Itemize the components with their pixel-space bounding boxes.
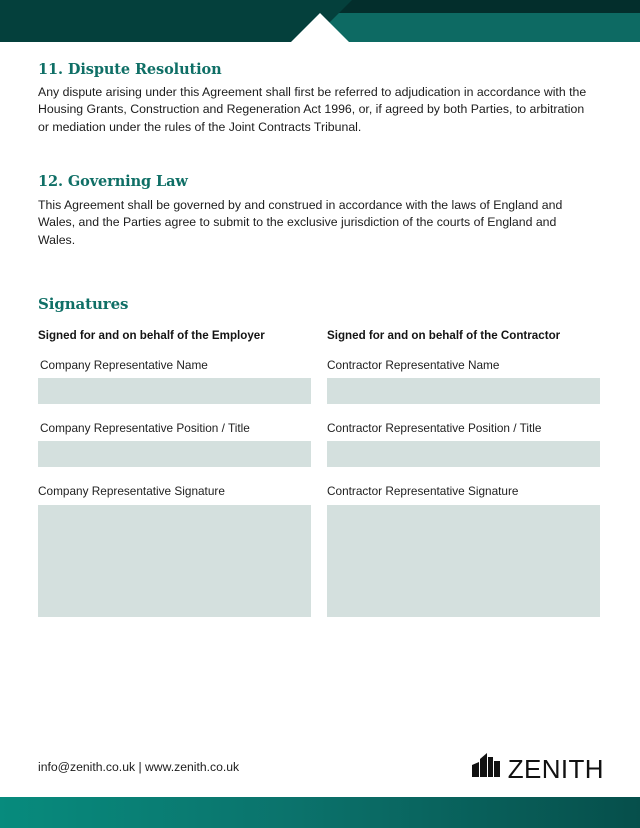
employer-name-input[interactable] [38,378,311,404]
brand-logo [472,751,604,782]
buildings-icon [472,751,506,782]
section-heading-signatures: Signatures [38,295,129,313]
employer-name-label: Company Representative Name [40,358,208,372]
signature-column-header-employer: Signed for and on behalf of the Employer [38,329,265,342]
signature-column-contractor [327,329,602,617]
page-header-banner [0,0,640,46]
header-band-right-teal [320,13,640,42]
contractor-name-label: Contractor Representative Name [327,358,500,372]
section-body-governing-law: This Agreement shall be governed by and construed in accordance with the laws of England and Wales, and the Parties agree to submit to the exclusive jurisdiction of the courts of England and Wales. [38,198,563,247]
contractor-name-input[interactable] [327,378,600,404]
signature-column-employer [38,329,313,617]
employer-signature-label: Company Representative Signature [38,484,225,498]
brand-logo-text: ZENITH [507,754,604,784]
employer-position-input[interactable] [38,441,311,467]
contractor-position-input[interactable] [327,441,600,467]
contractor-position-label: Contractor Representative Position / Title [327,421,542,435]
header-band-right-top-dark [320,0,640,13]
signatures-grid [38,329,602,617]
employer-position-label: Company Representative Position / Title [40,421,250,435]
section-heading-governing-law: 12. Governing Law [38,173,188,190]
section-heading-dispute-resolution: 11. Dispute Resolution [38,61,222,78]
employer-signature-pad[interactable] [38,505,311,617]
footer-contact-info: info@zenith.co.uk | www.zenith.co.uk [38,760,240,774]
header-band-left-dark [0,0,320,42]
section-body-dispute-resolution: Any dispute arising under this Agreement shall first be referred to adjudication in accordance with the Housing Grants, Construction and Regeneration Act 1996, or, if agreed by both Parties, to arbitration or mediation under the rules of the Joint Contracts Tribunal. [38,85,587,134]
contractor-signature-label: Contractor Representative Signature [327,484,519,498]
contractor-signature-pad[interactable] [327,505,600,617]
page-footer-band [0,797,640,828]
signature-column-header-contractor: Signed for and on behalf of the Contractor [327,329,561,342]
